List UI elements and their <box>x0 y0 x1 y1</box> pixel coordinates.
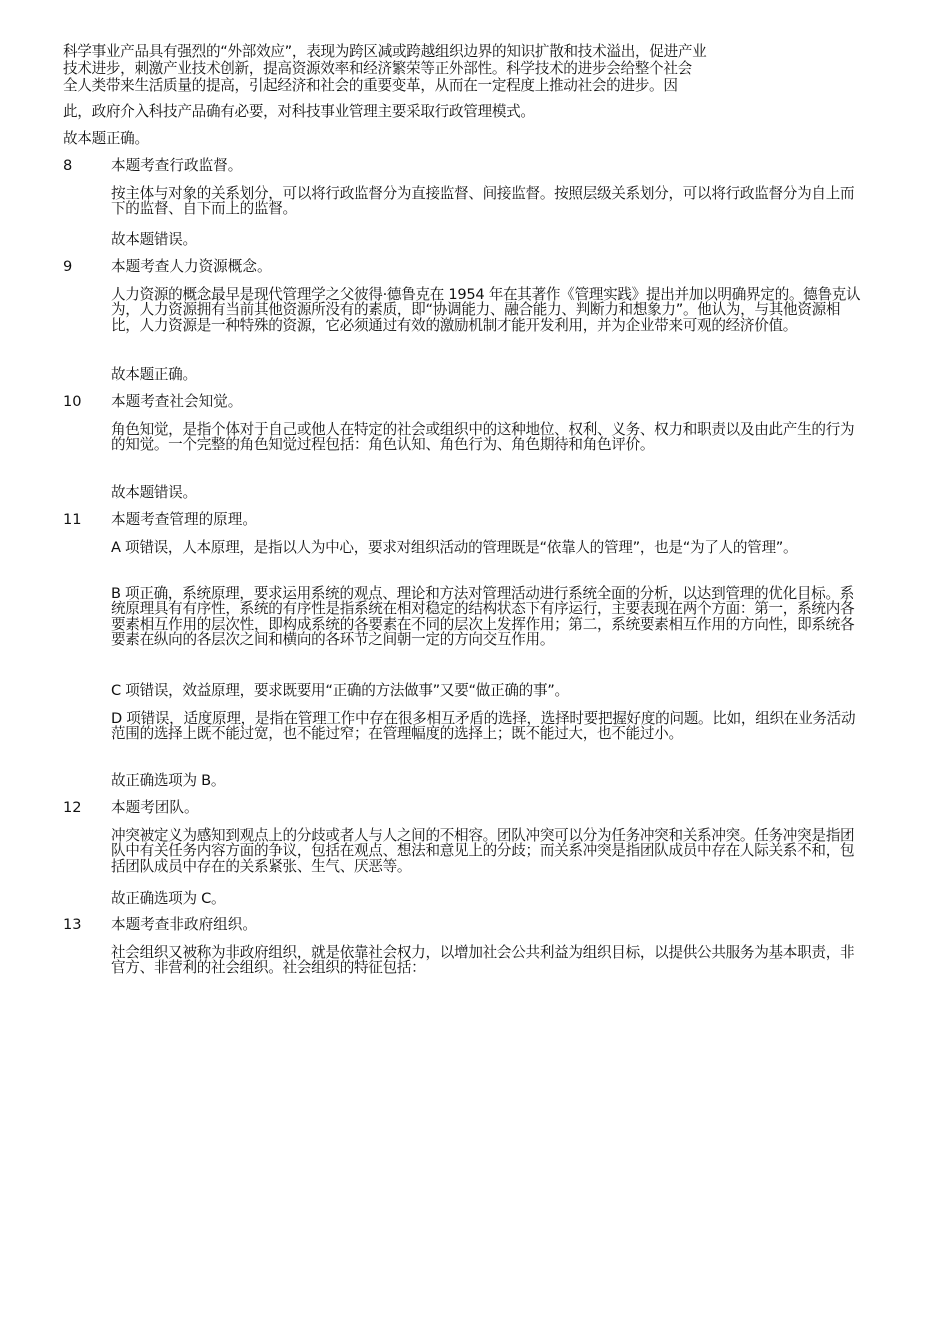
question-number: 10 <box>63 393 82 410</box>
question-stem: 本题考查人力资源概念。 <box>111 258 272 275</box>
question-explanation: 冲突被定义为感知到观点上的分歧或者人与人之间的不相容。团队冲突可以分为任务冲突和关系冲突。任务冲突是指团队中有关任务内容方面的争议，包括在观点、想法和意见上的分歧；而关系冲突是指团队成员中存在人际关系不和，包括团队成员中存在的关系紧张、生气、厌恶等。 <box>111 827 855 875</box>
question-number: 12 <box>63 799 82 816</box>
question-number: 11 <box>63 511 82 528</box>
question-stem: 本题考查非政府组织。 <box>111 916 257 933</box>
question-conclusion: 故本题错误。 <box>111 484 197 501</box>
question-explanation: 社会组织又被称为非政府组织，就是依靠社会权力，以增加社会公共利益为组织目标，以提供公共服务为基本职责，非官方、非营利的社会组织。社会组织的特征包括： <box>111 944 855 977</box>
question-conclusion: 故正确选项为 C。 <box>111 890 226 907</box>
question-conclusion: 故本题正确。 <box>111 366 197 383</box>
question-stem: 本题考团队。 <box>111 799 199 816</box>
intro-line-4: 此，政府介入科技产品确有必要，对科技事业管理主要采取行政管理模式。 <box>63 103 535 120</box>
option-a-explanation: A 项错误，人本原理，是指以人为中心，要求对组织活动的管理既是“依靠人的管理”，也是“为了人的管理”。 <box>111 539 798 556</box>
option-c-explanation: C 项错误，效益原理，要求既要用“正确的方法做事”又要“做正确的事”。 <box>111 682 569 699</box>
question-explanation: 人力资源的概念最早是现代管理学之父彼得·德鲁克在 1954 年在其著作《管理实践》提出并加以明确界定的。德鲁克认为，人力资源拥有当前其他资源所没有的素质，即“协调能力、融合能力、判断力和想象力”。他认为，与其他资源相比，人力资源是一种特殊的资源，它必须通过有效的激励机制才能开发利用，并为企业带来可观的经济价值。 <box>111 286 861 334</box>
question-stem: 本题考查行政监督。 <box>111 157 243 174</box>
intro-line-3: 全人类带来生活质量的提高，引起经济和社会的重要变革，从而在一定程度上推动社会的进步。因 <box>63 77 678 94</box>
intro-line-1: 科学事业产品具有强烈的“外部效应”，表现为跨区减或跨越组织边界的知识扩散和技术溢出，促进产业 <box>63 43 707 60</box>
question-conclusion: 故正确选项为 B。 <box>111 772 226 789</box>
question-number: 13 <box>63 916 82 933</box>
question-number: 9 <box>63 258 73 275</box>
intro-line-2: 技术进步，刺激产业技术创新，提高资源效率和经济繁荣等正外部性。科学技术的进步会给整个社会 <box>63 60 692 77</box>
question-stem: 本题考查管理的原理。 <box>111 511 257 528</box>
option-d-explanation: D 项错误，适度原理，是指在管理工作中存在很多相互矛盾的选择，选择时要把握好度的问题。比如，组织在业务活动范围的选择上既不能过宽，也不能过窄；在管理幅度的选择上；既不能过大，也不能过小。 <box>111 710 856 743</box>
intro-conclusion: 故本题正确。 <box>63 130 149 147</box>
option-b-explanation: B 项正确，系统原理，要求运用系统的观点、理论和方法对管理活动进行系统全面的分析，以达到管理的优化目标。系统原理具有有序性，系统的有序性是指系统在相对稳定的结构状态下有序运行，主要表现在两个方面：第一，系统内各要素相互作用的层次性，即构成系统的各要素在不同的层次上发挥作用；第二，系统要素相互作用的方向性，即系统各要素在纵向的各层次之间和横向的各环节之间朝一定的方向交互作用。 <box>111 585 855 649</box>
question-number: 8 <box>63 157 73 174</box>
question-explanation: 按主体与对象的关系划分，可以将行政监督分为直接监督、间接监督。按照层级关系划分，可以将行政监督分为自上而下的监督、自下而上的监督。 <box>111 185 855 218</box>
question-explanation: 角色知觉，是指个体对于自己或他人在特定的社会或组织中的这种地位、权利、义务、权力和职责以及由此产生的行为的知觉。一个完整的角色知觉过程包括：角色认知、角色行为、角色期待和角色评价。 <box>111 421 855 454</box>
question-stem: 本题考查社会知觉。 <box>111 393 243 410</box>
question-conclusion: 故本题错误。 <box>111 231 197 248</box>
